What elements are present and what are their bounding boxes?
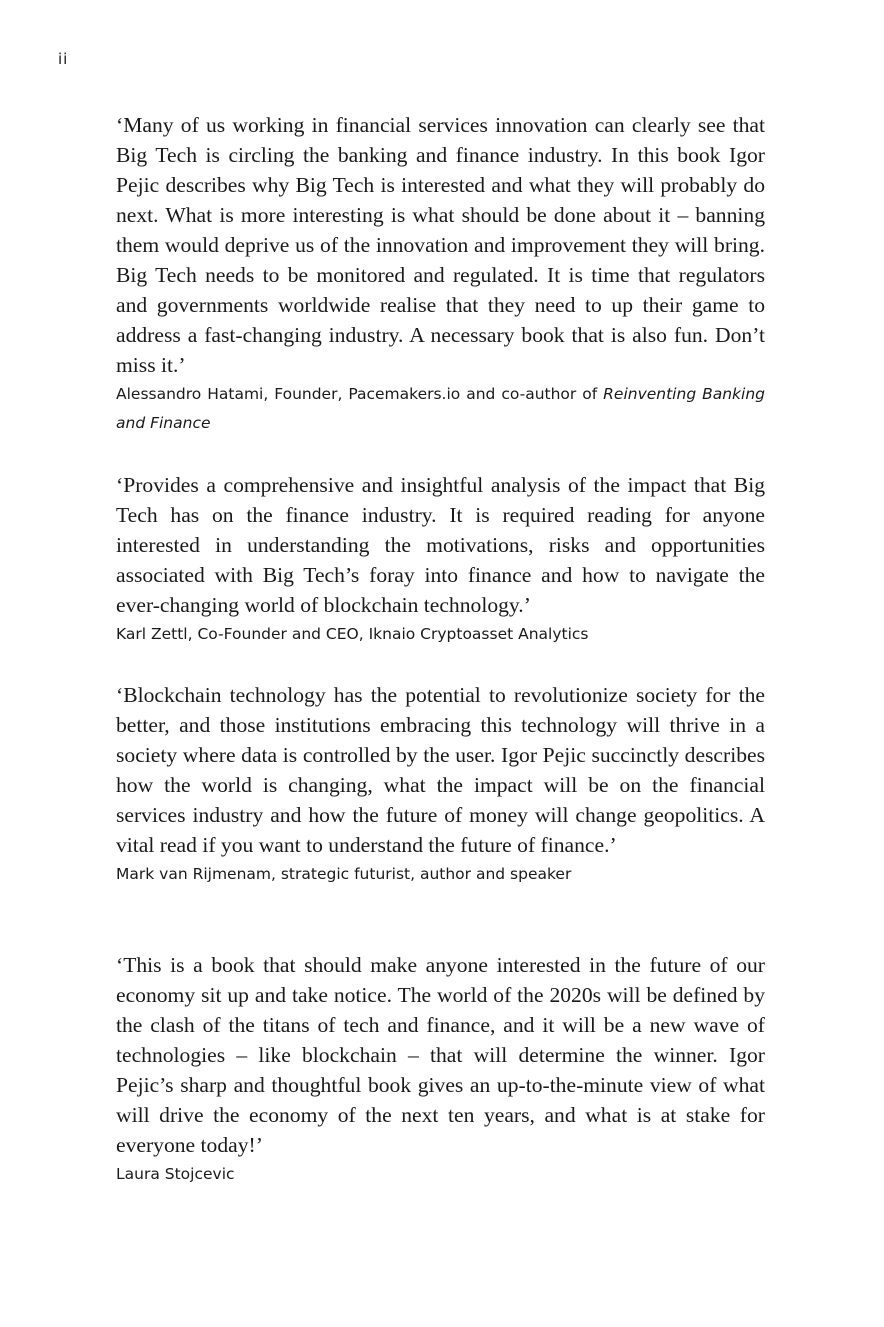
attribution-name: Alessandro Hatami, Founder, Pacemakers.io and co-author of <box>116 385 598 403</box>
endorsement-attribution: Laura Stojcevic <box>116 1165 235 1183</box>
attribution-book-title: Reinventing Banking and Finance <box>116 385 766 432</box>
endorsement-attribution <box>116 380 765 438</box>
endorsement-quote: ‘This is a book that should make anyone interested in the future of our economy sit up and take notice. The world of the 2020s will be defined by the clash of the titans of tech and finance, and it will be a new wave of technologies – like blockchain – that will determine the winner. Igor Pejic’s sharp and thoughtful book gives an up-to-the-minute view of what will drive the economy of the next ten years, and what is at stake for everyone today!’ <box>116 953 765 1157</box>
page-number: ii <box>58 50 69 68</box>
endorsement-attribution: Mark van Rijmenam, strategic futurist, author and speaker <box>116 865 572 883</box>
endorsement-attribution: Karl Zettl, Co-Founder and CEO, Iknaio Cryptoasset Analytics <box>116 625 589 643</box>
endorsement-van-rijmenam <box>116 680 765 889</box>
endorsement-zettl <box>116 470 765 649</box>
endorsement-quote: ‘Provides a comprehensive and insightful analysis of the impact that Big Tech has on the finance industry. It is required reading for anyone interested in understanding the motivations, risks and opportunities associated with Big Tech’s foray into finance and how to navigate the ever-changing world of blockchain technology.’ <box>116 473 765 617</box>
endorsement-stojcevic <box>116 950 765 1189</box>
endorsement-hatami <box>116 110 765 438</box>
endorsement-quote: ‘Many of us working in financial services innovation can clearly see that Big Tech is circling the banking and finance industry. In this book Igor Pejic describes why Big Tech is interested and what they will probably do next. What is more interesting is what should be done about it – banning them would deprive us of the innovation and improvement they will bring. Big Tech needs to be monitored and regulated. It is time that regulators and governments worldwide realise that they need to up their game to address a fast-changing industry. A necessary book that is also fun. Don’t miss it.’ <box>116 113 765 377</box>
endorsement-quote: ‘Blockchain technology has the potential to revolutionize society for the better, and those institutions embracing this technology will thrive in a society where data is controlled by the user. Igor Pejic succinctly describes how the world is changing, what the impact will be on the financial services industry and how the future of money will change geopolitics. A vital read if you want to understand the future of finance.’ <box>116 683 765 857</box>
